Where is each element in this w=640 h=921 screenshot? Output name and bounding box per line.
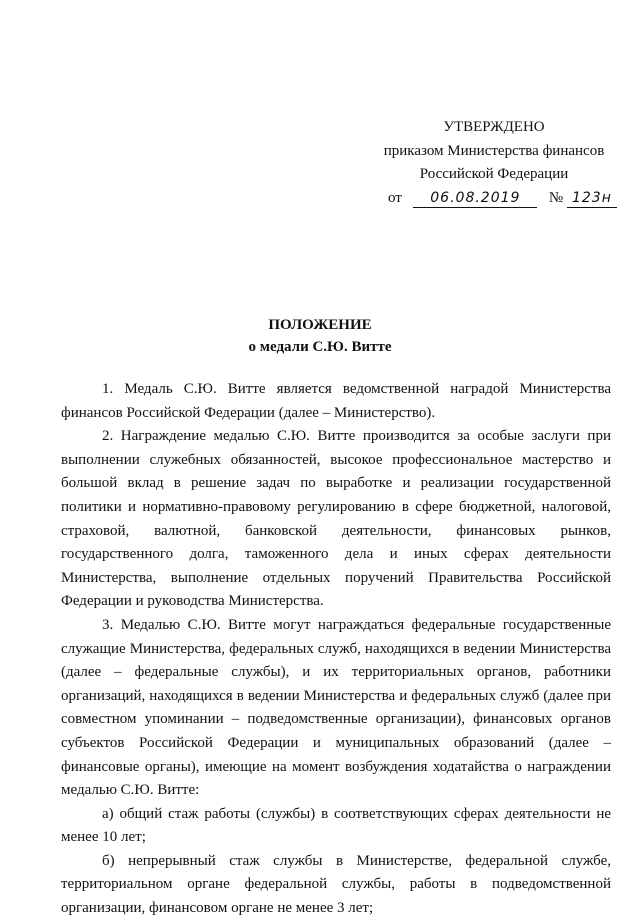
document-title: ПОЛОЖЕНИЕ: [268, 317, 372, 333]
paragraph-3: 3. Медалью С.Ю. Витте могут награждаться федеральные государственные служащие Министерства, федеральных служб, находящихся в ведении Министерства (далее – федеральные службы), и их территориальных органов, работники организаций, находящихся в ведении Министерства и федеральных служб (далее при совместном упоминании – подведомственные организации), финансовых органов субъектов Российской Федерации и муниципальных образований (далее – финансовые органы), имеющие на момент возбуждения ходатайства о награждении медалью С.Ю. Витте:: [61, 616, 611, 799]
handwritten-date: 06.08.2019: [413, 189, 537, 208]
handwritten-order-number: 123н: [567, 189, 617, 208]
approval-federation-line: Российской Федерации: [419, 166, 569, 183]
document-body: [61, 378, 611, 921]
approval-stamp-block: [378, 116, 610, 210]
document-subtitle: о медали С.Ю. Витте: [248, 339, 392, 355]
paragraph-1: 1. Медаль С.Ю. Витте является ведомственной наградой Министерства финансов Российской Федерации (далее – Министерство).: [61, 381, 611, 421]
document-heading: [0, 314, 640, 358]
paragraph-2: 2. Награждение медалью С.Ю. Витте производится за особые заслуги при выполнении служебных обязанностей, высокое профессиональное мастерство и большой вклад в решение задач по выработке и реализации государственной политики и нормативно-правовому регулированию в сфере бюджетной, налоговой, страховой, валютной, банковской деятельности, финансовых рынков, государственного долга, таможенного дела и иных сферах деятельности Министерства, выполнение отдельных поручений Правительства Российской Федерации и руководства Министерства.: [61, 428, 611, 610]
from-label: от: [388, 189, 402, 206]
approval-title: УТВЕРЖДЕНО: [443, 119, 545, 135]
paragraph-3b: б) непрерывный стаж службы в Министерстве, федеральной службе, территориальном органе федеральной службы, работы в подведомственной организации, финансовом органе не менее 3 лет;: [61, 852, 611, 917]
number-label: №: [548, 189, 564, 206]
approval-order-line: приказом Министерства финансов: [383, 142, 605, 159]
approval-date-line: [378, 187, 610, 211]
paragraph-3a: а) общий стаж работы (службы) в соответствующих сферах деятельности не менее 10 лет;: [61, 805, 611, 846]
